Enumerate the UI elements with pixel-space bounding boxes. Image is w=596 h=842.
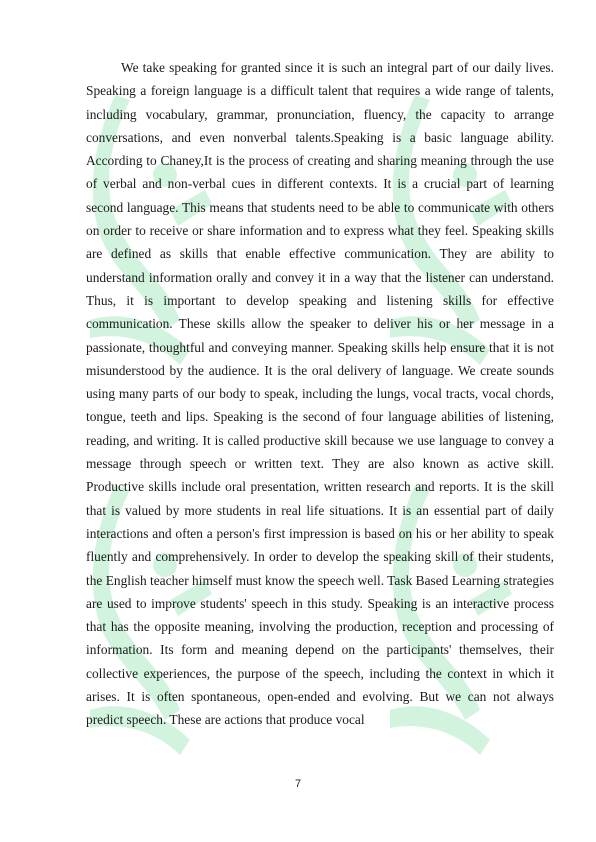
page-number: 7 (294, 778, 302, 790)
body-paragraph: We take speaking for granted since it is such an integral part of our daily lives. Speaking a foreign language is a difficult talent that requires a wide range of talents, including vocabulary, grammar, pronunciation, fluency, the capacity to arrange conversations, and even nonverbal talents.Speaking is a basic language ability. According to Chaney,It is the process of creating and sharing meaning through the use of verbal and non-verbal cues in different contexts. It is a crucial part of learning second language. This means that students need to be able to communicate with others on order to receive or share information and to express what they feel. Speaking skills are defined as skills that enable effective communication. They are ability to understand information orally and convey it in a way that the listener can understand. Thus, it is important to develop speaking and listening skills for effective communication. These skills allow the speaker to deliver his or her message in a passionate, thoughtful and conveying manner. Speaking skills help ensure that it is not misunderstood by the audience. It is the oral delivery of language. We create sounds using many parts of our body to speak, including the lungs, vocal tracts, vocal chords, tongue, teeth and lips. Speaking is the second of four language abilities of listening, reading, and writing. It is called productive skill because we use language to convey a message through speech or written text. They are also known as active skill. Productive skills include oral presentation, written research and reports. It is the skill that is valued by more students in real life situations. It is an essential part of daily interactions and often a person's first impression is based on his or her ability to speak fluently and comprehensively. In order to develop the speaking skill of their students, the English teacher himself must know the speech well. Task Based Learning strategies are used to improve students' speech in this study. Speaking is an interactive process that has the opposite meaning, involving the production, reception and processing of information. Its form and meaning depend on the participants' themselves, their collective experiences, the purpose of the speech, including the context in which it arises. It is often spontaneous, open-ended and evolving. But we can not always predict speech. These are actions that produce vocal (86, 60, 554, 728)
